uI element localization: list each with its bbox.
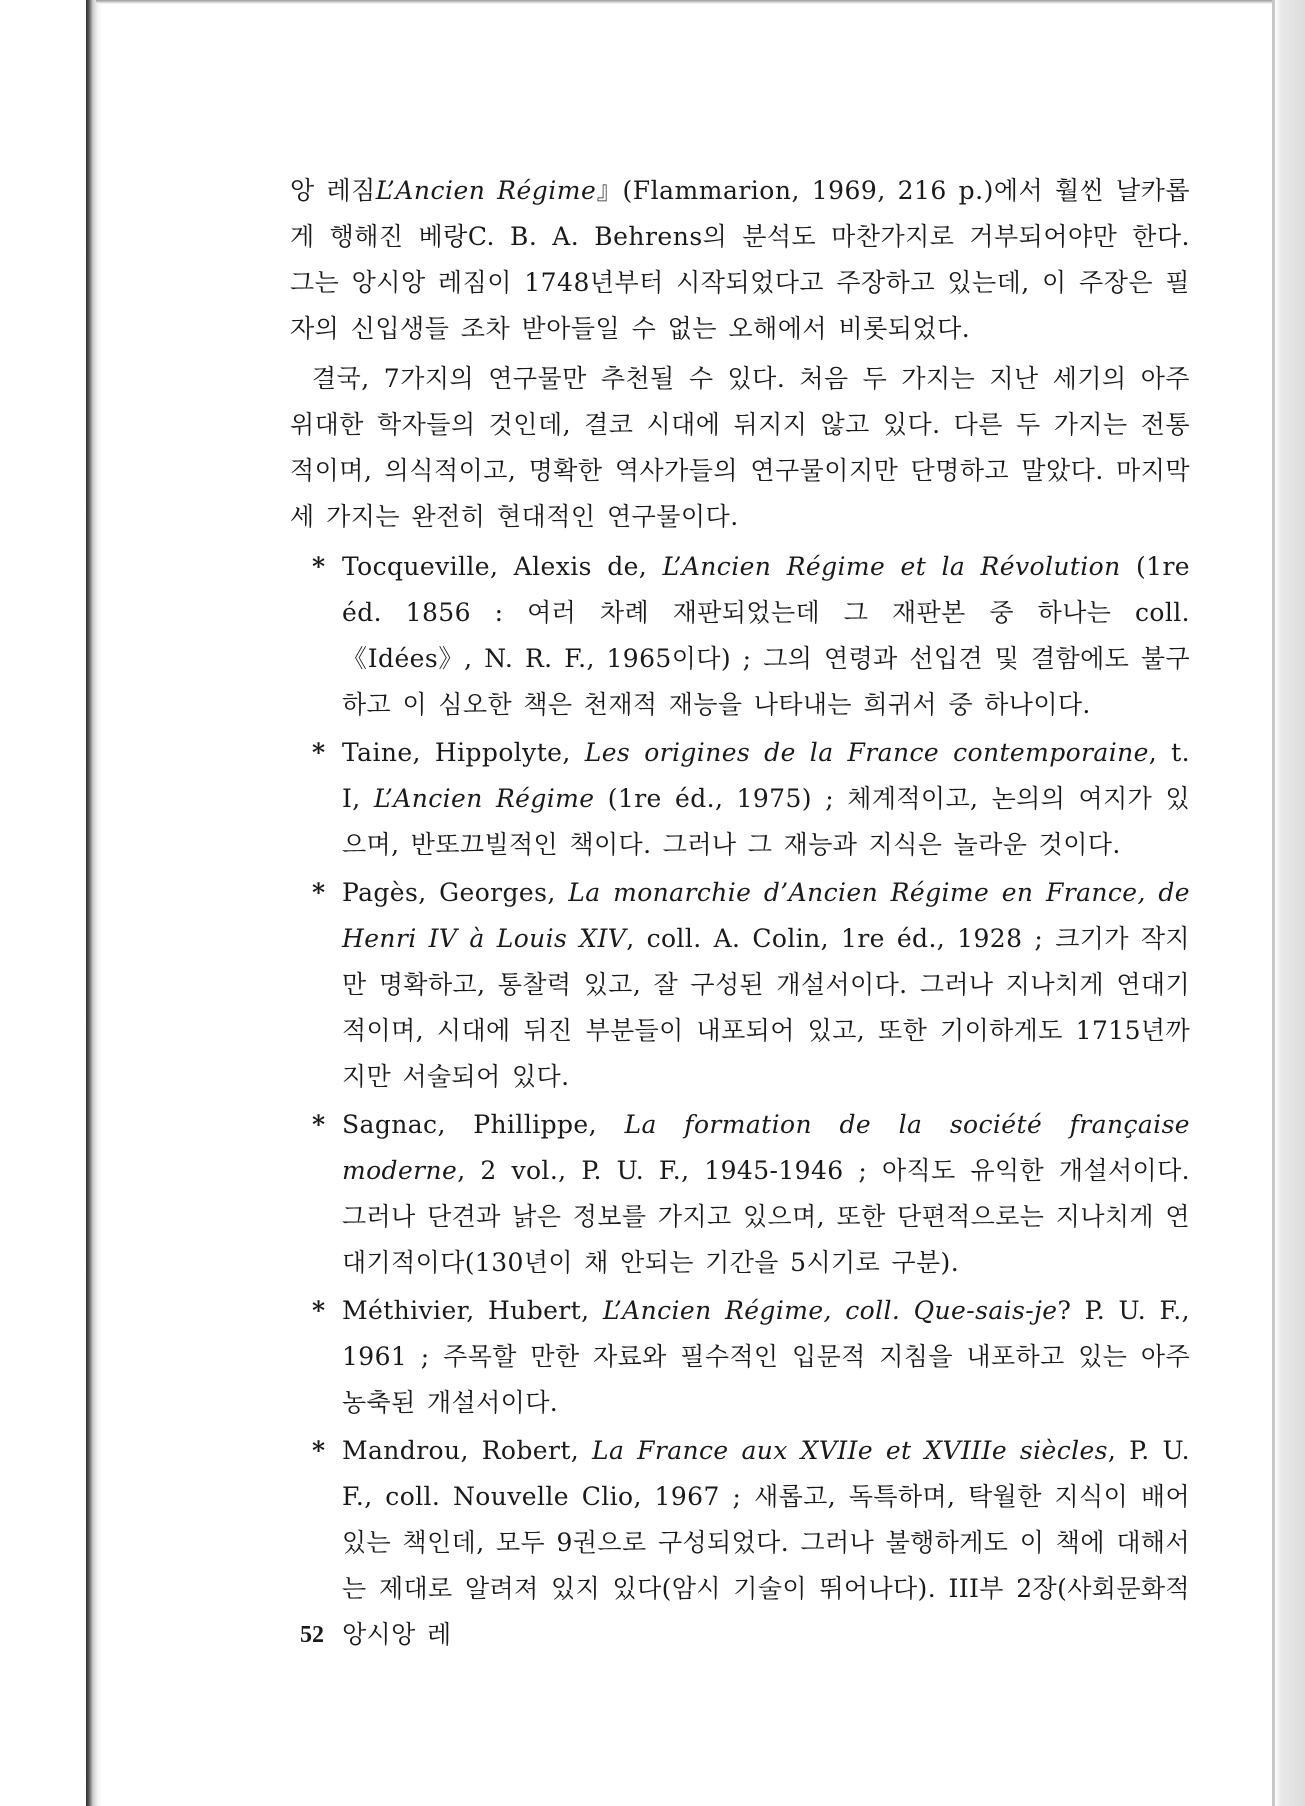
body-text — [290, 168, 1190, 1660]
reference-author: Taine, Hippolyte, — [342, 738, 585, 767]
next-page-edge — [1275, 0, 1305, 1806]
asterisk-bullet: * — [312, 552, 326, 581]
reference-title: La monarchie d’Ancien Régime en France, de Henri IV à Louis XIV — [342, 878, 1190, 953]
asterisk-bullet: * — [312, 738, 326, 767]
reference-author: Pagès, Georges, — [342, 878, 569, 907]
reference-list — [290, 544, 1190, 1658]
segment: 앙 레짐 — [290, 176, 376, 205]
paragraph-1 — [290, 168, 1190, 352]
asterisk-bullet: * — [312, 1436, 326, 1465]
asterisk-bullet: * — [312, 1296, 326, 1325]
reference-title: La formation de la société française moderne — [342, 1110, 1190, 1185]
reference-title: L’Ancien Régime, coll. Que-sais-je — [602, 1296, 1058, 1325]
reference-note: ? P. U. F., 1961 ; 주목할 만한 자료와 필수적인 입문적 지침을 내포하고 있는 아주 농축된 개설서이다. — [342, 1296, 1190, 1417]
reference-item-methivier — [290, 1288, 1190, 1426]
reference-title: L’Ancien Régime et la Révolution — [662, 552, 1121, 581]
segment: 』(Flammarion, 1969, 216 p.)에서 훨씬 날카롭게 행해진 베랑C. B. A. Behrens의 분석도 마찬가지로 거부되어야만 한다. 그는 앙시앙 레짐이 1748년부터 시작되었다고 주장하고 있는데, 이 주장은 필자의 신입생들 조차 받아들일 수 없는 오해에서 비롯되었다. — [290, 176, 1191, 343]
reference-note: (1re éd. 1856 : 여러 차례 재판되었는데 그 재판본 중 하나는 coll.《Idées》, N. R. F., 1965이다) ; 그의 연령과 선입견 및 결함에도 불구하고 이 심오한 책은 천재적 재능을 나타내는 희귀서 중 하나이다. — [342, 552, 1190, 719]
page-top-edge — [96, 0, 1276, 4]
reference-note: , 2 vol., P. U. F., 1945-1946 ; 아직도 유익한 개설서이다. 그러나 단견과 낡은 정보를 가지고 있으며, 또한 단편적으로는 지나치게 연대기적이다(130년이 채 안되는 기간을 5시기로 구분). — [342, 1156, 1190, 1277]
reference-subtitle: L’Ancien Régime — [373, 784, 595, 813]
reference-author: Sagnac, Phillippe, — [342, 1110, 625, 1139]
reference-note: , P. U. F., coll. Nouvelle Clio, 1967 ; 새롭고, 독특하며, 탁월한 지식이 배어 있는 책인데, 모두 9권으로 구성되었다. 그러나 불행하게도 이 책에 대해서는 제대로 알려져 있지 있다(암시 기술이 뛰어나다). III부 2장(사회문화적 앙시앙 레 — [342, 1436, 1190, 1649]
reference-note: (1re éd., 1975) ; 체계적이고, 논의의 여지가 있으며, 반또끄빌적인 책이다. 그러나 그 재능과 지식은 놀라운 것이다. — [342, 784, 1191, 859]
segment: 결국, 7가지의 연구물만 추천될 수 있다. 처음 두 가지는 지난 세기의 아주 위대한 학자들의 것인데, 결코 시대에 뒤지지 않고 있다. 다른 두 가지는 전통적이며, 의식적이고, 명확한 역사가들의 연구물이지만 단명하고 말았다. 마지막 세 가지는 완전히 현대적인 연구물이다. — [290, 364, 1190, 531]
reference-item-tocqueville — [290, 544, 1190, 728]
reference-author: Mandrou, Robert, — [342, 1436, 592, 1465]
asterisk-bullet: * — [312, 1110, 326, 1139]
reference-item-taine — [290, 730, 1190, 868]
reference-note: , coll. A. Colin, 1re éd., 1928 ; 크기가 작지만 명확하고, 통찰력 있고, 잘 구성된 개설서이다. 그러나 지나치게 연대기적이며, 시대에 뒤진 부분들이 내포되어 있고, 또한 기이하게도 1715년까지만 서술되어 있다. — [342, 924, 1190, 1091]
reference-title: La France aux XVIIe et XVIIIe siècles — [591, 1436, 1108, 1465]
page-number: 52 — [300, 1622, 324, 1648]
book-title: L’Ancien Régime — [375, 176, 597, 205]
reference-author: Tocqueville, Alexis de, — [342, 552, 663, 581]
binding-shadow — [86, 0, 102, 1806]
reference-item-mandrou — [290, 1428, 1190, 1658]
paragraph-2 — [290, 356, 1190, 540]
asterisk-bullet: * — [312, 878, 326, 907]
reference-item-pages — [290, 870, 1190, 1100]
reference-item-sagnac — [290, 1102, 1190, 1286]
reference-author: Méthivier, Hubert, — [342, 1296, 603, 1325]
reference-title: Les origines de la France contemporaine — [584, 738, 1149, 767]
reference-volume: , t. I, — [342, 738, 1190, 813]
